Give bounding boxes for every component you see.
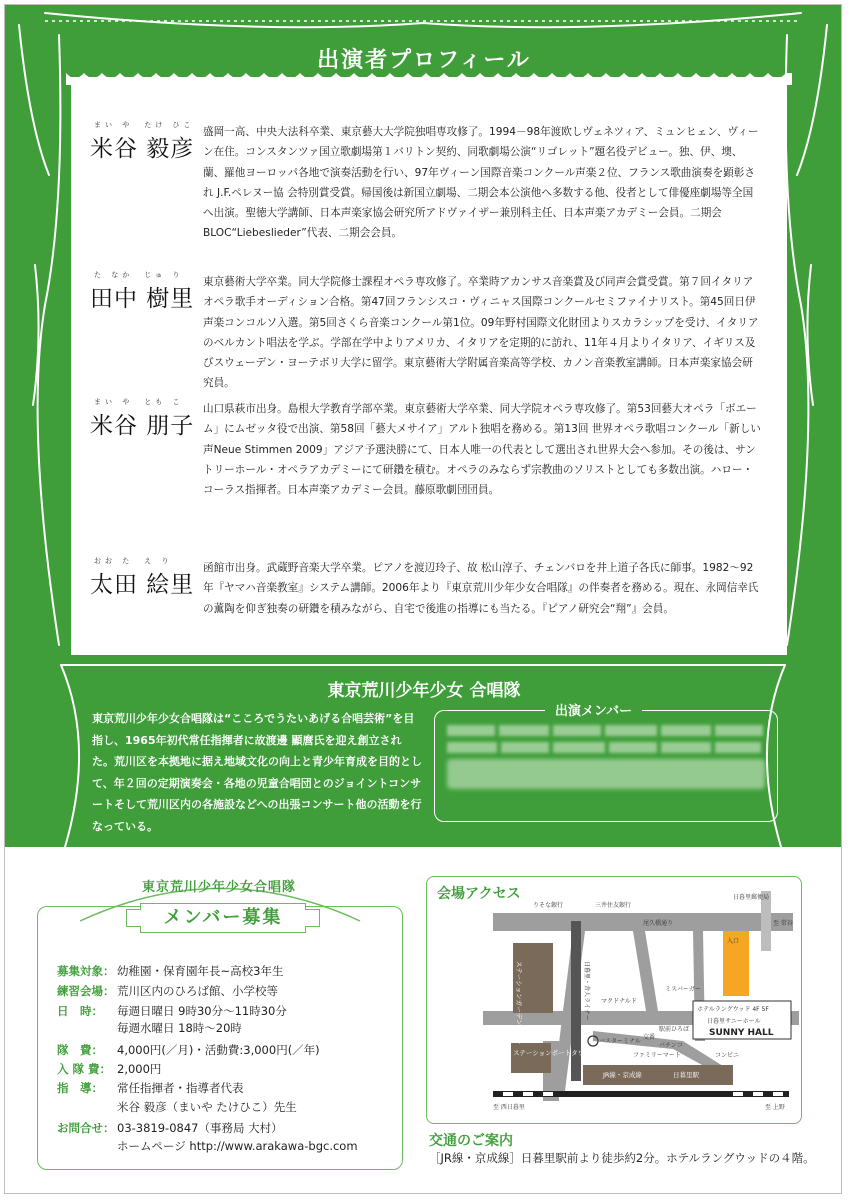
- performer-name-block: [90, 397, 200, 440]
- traffic-text: ［JR線・京成線］日暮里駅前より徒歩約2分。ホテルラングウッドの４階。: [429, 1151, 815, 1165]
- choir-title: 東京荒川少年少女 合唱隊: [327, 681, 521, 701]
- performer-ruby: まい や たけ ひこ: [94, 121, 195, 129]
- recruit-row: [57, 1020, 242, 1037]
- traffic-title: 交通のご案内: [429, 1133, 513, 1149]
- performer-1: [90, 120, 770, 240]
- map-label-post: 日暮里郵便局: [733, 894, 770, 901]
- map-label-mcd: マクドナルド: [601, 998, 637, 1005]
- recruit-value: 03-3819-0847（事務局 大村）: [117, 1121, 283, 1135]
- recruit-label: 入 隊 費：: [57, 1062, 112, 1076]
- members-blurred: [447, 725, 765, 789]
- recruit-value: 常任指揮者・指導者代表: [117, 1081, 244, 1095]
- access-box: [426, 876, 802, 1124]
- performer-4: [90, 556, 770, 626]
- recruit-row: [57, 1042, 320, 1059]
- map-label-family: ファミリーマート: [633, 1052, 681, 1059]
- recruit-row: [57, 1080, 244, 1097]
- recruit-title: メンバー募集: [140, 903, 306, 933]
- recruit-row: [57, 1120, 283, 1137]
- map-label-sunny-en: SUNNY HALL: [709, 1028, 774, 1038]
- recruit-label: 指 導：: [57, 1081, 103, 1095]
- recruit-value: 毎週水曜日 18時～20時: [117, 1021, 242, 1035]
- profile-title: 出演者プロフィール: [317, 48, 531, 73]
- performer-name-block: [90, 270, 200, 313]
- map-label-ueno: 至 上野: [765, 1104, 785, 1111]
- recruit-row: [57, 1138, 358, 1155]
- performer-3: [90, 397, 770, 517]
- map-label-sunny-jp: 日暮里サニーホール: [707, 1018, 761, 1025]
- map-label-bus: バスターミナル: [599, 1038, 641, 1045]
- members-box: [434, 704, 778, 822]
- recruit-row: [57, 1003, 287, 1020]
- performer-name: 米谷 毅彦: [90, 136, 195, 162]
- map-label-hotel: ホテルラングウッド 4F 5F: [697, 1006, 769, 1013]
- performer-bio: 函館市出身。武蔵野音楽大学卒業。ピアノを渡辺玲子、故 松山淳子、チェンバロを井上道子各氏に師事。1982～92年『ヤマハ音楽教室』システム講師。2006年より『東京荒川少年少女合唱隊』の伴奏者を務める。現在、永岡信幸氏の薫陶を仰ぎ独奏の研鑽を積みながら、自宅で後進の指導にも当たる。『ピアノ研究会“翔”』会員。: [203, 562, 759, 615]
- recruit-value: 4,000円(／月)・活動費:3,000円(／年): [117, 1043, 320, 1057]
- map-label-porter: ステーションポートタワー: [513, 1049, 591, 1057]
- choir-description: 東京荒川少年少女合唱隊は“こころでうたいあげる合唱芸術”を目指し、1965年初代常任指揮者に故渡邊 顯麿氏を迎え創立された。荒川区を本拠地に据え地域文化の向上と青少年育成を目的として、年２回の定期演奏会・各地の児童合唱団とのジョイントコンサートそして荒川区内の各施設などへの出張コンサート他の活動を行なっている。: [92, 712, 422, 833]
- map-label-nishi: 至 西日暮里: [493, 1104, 525, 1111]
- performer-name: 太田 絵里: [90, 572, 195, 598]
- performer-name: 米谷 朋子: [90, 413, 195, 439]
- map-label-conbini: コンビニ: [715, 1052, 740, 1059]
- performer-name-block: [90, 120, 200, 163]
- performer-ruby: おお た え り: [94, 557, 173, 565]
- map-label-jr: JR線・京成線: [603, 1071, 642, 1079]
- access-map: [483, 891, 799, 1121]
- access-title: 会場アクセス: [437, 886, 521, 902]
- recruit-value: 2,000円: [117, 1062, 162, 1076]
- map-label-ekimae: 駅前ひろば: [659, 1026, 690, 1033]
- map-label-misuya: ミスバーガー: [665, 986, 701, 993]
- recruit-value: 荒川区内のひろば館、小学校等: [117, 984, 278, 998]
- map-label-resona: りそな銀行: [533, 902, 564, 909]
- recruit-label: 募集対象：: [57, 964, 115, 978]
- performer-bio: 山口県萩市出身。島根大学教育学部卒業。東京藝術大学卒業、同大学院オペラ専攻修了。第53回藝大オペラ「ボエーム」にムゼッタ役で出演、第58回「藝大メサイア」アルト独唱を務める。第13回 世界オペラ歌唱コンクール「新しい声Neue Stimmen 2009」アジア予選決勝にて、日本人唯一の代表として選出され世界大会へ参加。その後は、サントリーホール・オペラアカデミーにて研鑽を積む。オペラのみならず宗教曲のソリストとしても多数出演。ハロー・コーラス指揮者。日本声楽アカデミー会員。藤原歌劇団団員。: [203, 403, 761, 497]
- map-label-station: 日暮里駅: [673, 1071, 699, 1079]
- recruit-row: [57, 1061, 161, 1078]
- recruit-value: 毎週日曜日 9時30分～11時30分: [117, 1004, 287, 1018]
- map-label-street: 尾久橋通り: [643, 920, 674, 927]
- map-label-pachinko: パチンコ: [659, 1042, 683, 1049]
- map-label-entrance: 入口: [727, 938, 740, 945]
- map-label-shikanoe: 至 常谷: [773, 920, 793, 927]
- members-label: 出演メンバー: [545, 700, 642, 719]
- map-label-garden: ステーションガーデンタワー: [515, 961, 523, 1045]
- recruit-label: 隊 費：: [57, 1043, 103, 1057]
- performer-ruby: まい や とも こ: [94, 398, 184, 406]
- performer-name-block: [90, 556, 200, 599]
- recruit-value: ホームページ http://www.arakawa-bgc.com: [117, 1139, 358, 1153]
- performer-ruby: た なか じゅ り: [94, 271, 184, 279]
- performer-bio: 東京藝術大学卒業。同大学院修士課程オペラ専攻修了。卒業時アカンサス音楽賞及び同声会賞受賞。第７回イタリアオペラ歌手オーディション合格。第47回フランシスコ・ヴィニャス国際コンクールセミファイナリスト。第45回日伊声楽コンコルソ入選。第5回さくら音楽コンクール第1位。09年野村国際文化財団よりスカラシップを受け、イタリアのベルカント唱法を学ぶ。学部在学中よりアメリカ、イタリアを定期的に訪れ、11年４月よりイタリア、イギリス及びスウェーデン・ヨーテボリ大学に留学。東京藝術大学附属音楽高等学校、カノン音楽教室講師。日本声楽家協会研究員。: [203, 276, 759, 390]
- recruit-row: [57, 963, 283, 980]
- recruit-value: 米谷 毅彦（まいや たけひこ）先生: [117, 1100, 297, 1114]
- map-label-mitsui: 三井住友銀行: [595, 902, 632, 909]
- performer-2: [90, 270, 770, 400]
- map-label-koban: 交番: [643, 1034, 656, 1041]
- recruit-org: 東京荒川少年少女合唱隊: [141, 880, 296, 895]
- recruit-row: [57, 1099, 297, 1116]
- performer-bio: 盛岡一高、中央大法科卒業、東京藝大大学院独唱専攻修了。1994－98年渡欧しヴェネツィア、ミュンヒェン、ヴィーン在住。コンスタンツァ国立歌劇場第１バリトン契約、同歌劇場公演“リゴレット”題名役デビュー。独、伊、墺、蘭、羅他ヨーロッパ各地で演奏活動を行い、97年ヴィーン国際音楽コンクール声楽２位、フランス歌曲演奏を顕彰され J.F.ペレヌー協 会特別賞受賞。帰国後は新国立劇場、二期会本公演他へ多数する他、役者として俳優座劇場等全国へ出演。聖徳大学講師、日本声楽家協会研究所アドヴァイザー兼別科主任、日本声楽アカデミー会員。二期会BLOC“Liebeslieder”代表、二期会会員。: [203, 126, 759, 240]
- recruit-value: 幼稚園・保育園年長~高校3年生: [117, 964, 284, 978]
- recruit-row: [57, 983, 278, 1000]
- performer-name: 田中 樹里: [90, 286, 195, 312]
- recruit-label: 練習会場：: [57, 984, 115, 998]
- map-label-liner: 日暮里・舎人ライナー: [583, 961, 590, 1021]
- recruit-label: お問合せ：: [57, 1121, 115, 1135]
- recruit-label: 日 時：: [57, 1004, 103, 1018]
